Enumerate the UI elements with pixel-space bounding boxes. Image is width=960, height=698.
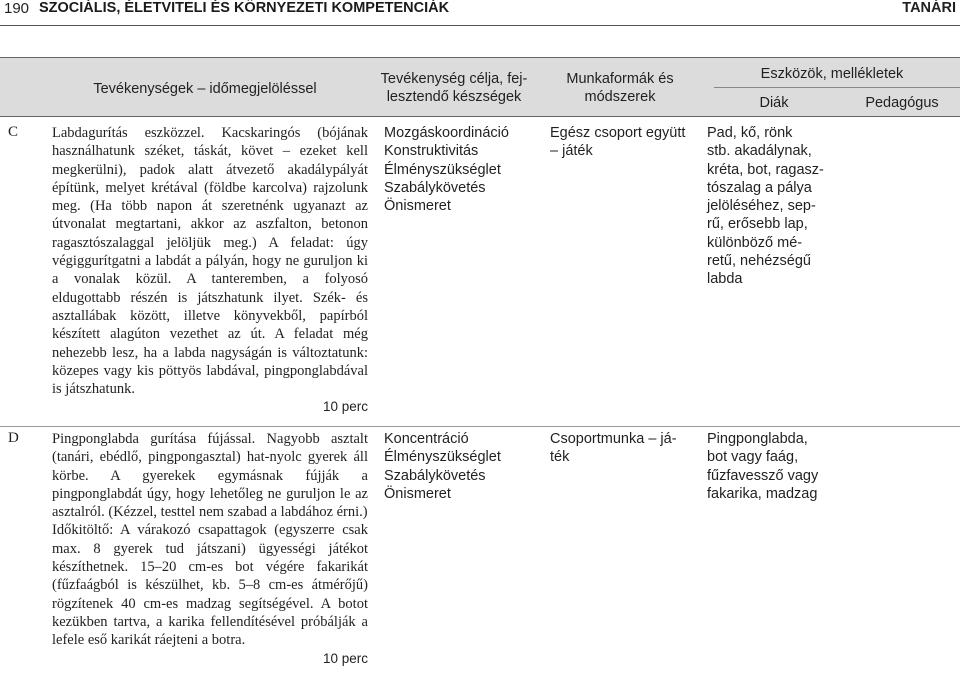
header-rule (0, 25, 960, 26)
row-separator (0, 426, 960, 427)
goal-item: Élményszükséglet (384, 449, 501, 466)
goal-item: Önismeret (384, 485, 451, 502)
chapter-title: SZOCIÁLIS, ÉLETVITELI ÉS KÖRNYEZETI KOMPETENCIÁK (39, 0, 450, 16)
activity-description: Pingponglabda gurítása fújással. Nagyobb asztalt (tanári, ebédlő, pingpongasztal) hat-nyolc gyerek áll körbe. A gyerekek egymásnak fújják a pingponglabdát úgy, hogy lehetőleg ne guruljon le az asztalról. (Kézzel, testtel nem szabad a labdához érni.) Időkitöltő: A várakozó csapattagok (egyszerre csak max. 8 gyerek tud játszani) ügyességi játékot készíthetnek. 15–20 cm-es bot végére fakarikát (fűzfaágból is készülhet, kb. 5–8 cm-es átmérőjű) rögzítenek 40 cm-es madzag segítségével. A botot kezükben tartva, a karika fellendítésével próbálják a lefele eső karikát ráejteni a botra. 10 perc (52, 430, 368, 668)
column-header-forms: Munkaformák és módszerek (566, 71, 674, 105)
activity-goals (384, 430, 534, 503)
activity-time: 10 perc (322, 399, 368, 415)
goal-item: Élményszükséglet (384, 161, 501, 178)
goal-item: Önismeret (384, 198, 451, 215)
activity-time: 10 perc (322, 650, 368, 666)
table-row (0, 430, 960, 698)
column-header-tools: Eszközök, mellékletek (760, 66, 904, 82)
table-row (0, 124, 960, 424)
column-header-tools-student: Diák (759, 95, 789, 111)
column-header-activities: Tevékenységek – időmegjelöléssel (93, 81, 317, 97)
edition-label: TANÁRI (902, 0, 956, 16)
goal-item: Konstruktivitás (384, 143, 479, 160)
tools-subheader-rule (714, 87, 960, 88)
row-letter: D (8, 430, 19, 446)
column-header-tools-teacher: Pedagógus (865, 95, 939, 111)
page-header (0, 0, 960, 26)
student-tools: Pingponglabda, bot vagy faág, fűzfavessző vagy fakarika, madzag (707, 431, 819, 502)
goal-item: Mozgáskoordináció (384, 125, 509, 141)
goal-item: Szabálykövetés (384, 179, 486, 196)
goal-item: Koncentráció (384, 431, 469, 447)
activity-goals (384, 124, 534, 215)
column-header-goal: Tevékenység célja, fej- lesztendő készségek (380, 71, 528, 105)
goal-item: Szabálykövetés (384, 467, 486, 484)
table-header-bottom-rule (0, 116, 960, 117)
table-top-rule (0, 57, 960, 58)
table-header (0, 57, 960, 117)
row-letter: C (8, 124, 19, 140)
work-forms: Egész csoport együtt – játék (550, 125, 686, 160)
activity-description: Labdagurítás eszközzel. Kacskaringós (bójának használhatunk széket, táskát, követ – ezeket kell megkerülni), padok alatt átvezető akadálypályát építünk, melyet krétával (földbe karcolva) rajzolunk meg. (Ha több napon át szeretnénk ugyanazt az útvonalat megtartani, akkor az aszfalton, betonon ragasztószalaggal jelöljük meg.) A feladat: úgy végiggurítgatni a labdát a pályán, hogy ne guruljon ki a vonalak közül. A tanteremben, a folyosó eldugottabb részén is játszhatunk ilyet. Szék- és asztallábak között, illetve könyvekből, papírból készített alagúton vezethet az út. A feladat még nehezebb lesz, ha a labda nagyságán is változtatunk: közepes vagy kis pöttyös labdával, pingponglabdával is játszhatunk. 10 perc (52, 124, 368, 417)
student-tools: Pad, kő, rönk stb. akadálynak, kréta, bot, ragasz- tószalag a pálya jelöléséhez, sep- rű, erősebb lap, különböző mé- retű, nehézségű labda (707, 125, 824, 288)
work-forms: Csoportmunka – já- ték (550, 431, 677, 466)
page-number: 190 (4, 0, 30, 17)
